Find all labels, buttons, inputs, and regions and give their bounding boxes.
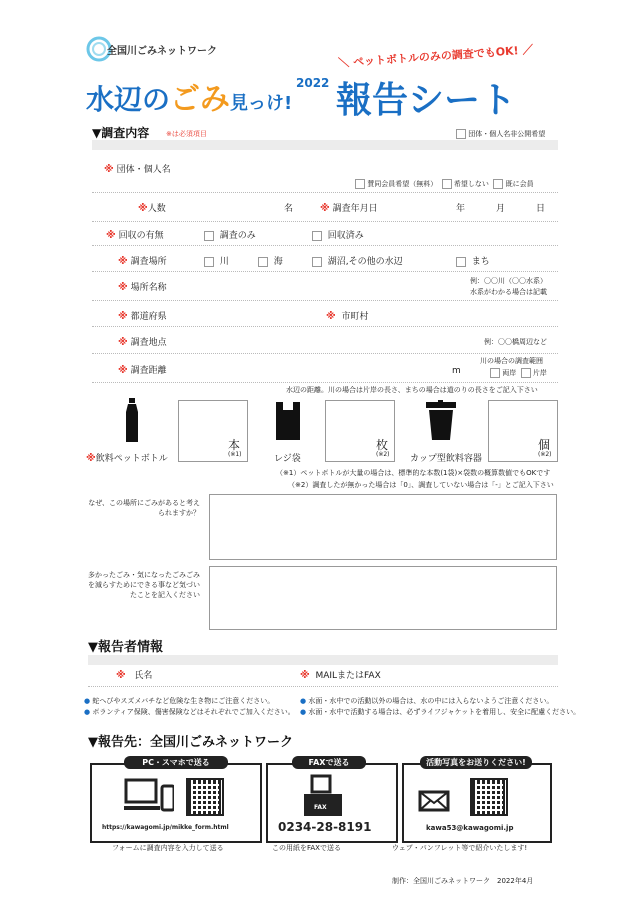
question-2-answer[interactable] xyxy=(209,566,557,630)
place-option-1: 川 xyxy=(219,257,229,267)
required-mark: ※ xyxy=(106,230,116,241)
send-email[interactable]: kawa53@kawagomi.jp xyxy=(426,824,514,832)
survey-section-title xyxy=(92,124,149,141)
sea-checkbox[interactable] xyxy=(258,257,268,267)
place-name-hint-2: 水系がわかる場合は記載 xyxy=(470,288,547,296)
required-mark: ※ xyxy=(300,670,310,681)
both-banks-checkbox[interactable] xyxy=(490,368,500,378)
pet-bottle-icon xyxy=(122,398,142,444)
existing-member-checkbox[interactable] xyxy=(493,179,503,189)
caution-1-text: 蛇へびやスズメバチなど危険な生き物にご注意ください。 xyxy=(92,697,275,705)
collect-option-2: 回収済み xyxy=(327,231,364,241)
distance-option-1: 両岸 xyxy=(502,369,517,377)
distance-options xyxy=(490,368,547,378)
required-mark: ※ xyxy=(118,311,128,322)
city-text: 市町村 xyxy=(341,312,369,322)
date-text: 調査年月日 xyxy=(332,204,378,214)
required-mark: ※ xyxy=(118,282,128,293)
collect-label xyxy=(106,228,164,241)
town-checkbox[interactable] xyxy=(456,257,466,267)
footer-credit: 制作：全国川ごみネットワーク 2022年4月 xyxy=(392,877,534,885)
bottle-text: 飲料ペットボトル xyxy=(95,454,168,464)
bag-unit: 枚 xyxy=(376,438,389,452)
collect-done-checkbox[interactable] xyxy=(312,231,322,241)
group-name-text: 団体・個人名 xyxy=(116,165,171,175)
no-member-checkbox[interactable] xyxy=(442,179,452,189)
send-section-title xyxy=(88,731,293,750)
place-name-text: 場所名称 xyxy=(130,283,167,293)
triangle-icon: ▼ xyxy=(92,126,102,140)
bullet-icon: ● xyxy=(300,708,307,716)
required-mark: ※ xyxy=(138,203,148,214)
reporter-section-title xyxy=(88,636,163,655)
lake-checkbox[interactable] xyxy=(312,257,322,267)
required-mark: ※ xyxy=(320,203,330,214)
cup-label: カップ型飲料容器 xyxy=(410,454,482,464)
question-1-answer[interactable] xyxy=(209,494,557,560)
member-checkbox[interactable] xyxy=(355,179,365,189)
required-mark: ※ xyxy=(86,453,96,464)
required-mark: ※ xyxy=(326,311,336,322)
send-web-url[interactable]: https://kawagomi.jp/mikke_form.html xyxy=(102,824,229,831)
date-label xyxy=(320,201,378,214)
collect-option-survey[interactable] xyxy=(204,228,256,241)
reporter-title-text: 報告者情報 xyxy=(98,640,164,655)
send-photo-title: 活動写真をお送りください! xyxy=(420,756,532,769)
people-unit: 名 xyxy=(284,204,294,214)
distance-option-2: 片岸 xyxy=(532,369,547,377)
title-part-2: ごみ xyxy=(170,82,231,117)
one-bank-checkbox[interactable] xyxy=(521,368,531,378)
point-hint: 例：〇〇橋周辺など xyxy=(484,338,547,346)
bottle-ref: (※1) xyxy=(228,451,242,458)
send-photo-caption: ウェブ・パンフレット等で紹介いたします! xyxy=(392,844,528,852)
group-name-label xyxy=(104,162,171,175)
bullet-icon: ● xyxy=(84,708,91,716)
title-main: 報告シート xyxy=(336,80,517,121)
send-fax-caption: この用紙をFAXで送る xyxy=(272,844,341,852)
send-fax-number[interactable]: 0234-28-8191 xyxy=(278,820,372,834)
required-mark: ※ xyxy=(116,670,126,681)
place-name-label xyxy=(118,280,167,293)
private-checkbox[interactable] xyxy=(456,129,466,139)
collect-survey-checkbox[interactable] xyxy=(204,231,214,241)
reporter-name-label xyxy=(116,668,152,681)
distance-note: 水辺の距離。川の場合は片岸の長さ、まちの場合は道のりの長さをご記入下さい xyxy=(286,386,538,394)
prefecture-text: 都道府県 xyxy=(130,312,167,322)
triangle-icon: ▼ xyxy=(88,735,98,750)
caution-4-text: 水面・水中で活動する場合は、必ずライフジャケットを着用し、安全に配慮ください。 xyxy=(308,708,581,716)
point-label xyxy=(118,335,167,348)
count-note-2: （※2）調査したが無かった場合は「0」、調査していない場合は「-」とご記入下さい xyxy=(288,481,554,489)
people-label xyxy=(138,201,166,214)
reporter-name-text: 氏名 xyxy=(134,671,153,681)
caution-2-text: 水面・水中での活動以外の場合は、水の中には入らないようご注意ください。 xyxy=(308,697,554,705)
send-title-text: 報告先：全国川ごみネットワーク xyxy=(98,735,294,750)
triangle-icon: ▼ xyxy=(88,640,98,655)
caution-1 xyxy=(84,696,274,706)
place-option-lake[interactable] xyxy=(312,254,403,267)
place-option-2: 海 xyxy=(273,257,283,267)
place-option-town[interactable] xyxy=(456,254,490,267)
required-note: ※は必須項目 xyxy=(166,130,207,138)
survey-title-text: 調査内容 xyxy=(101,126,150,140)
required-mark: ※ xyxy=(118,365,128,376)
cup-unit: 個 xyxy=(538,438,551,452)
river-checkbox[interactable] xyxy=(204,257,214,267)
date-month: 月 xyxy=(496,204,506,214)
org-logo-text: 全国川ごみネットワーク xyxy=(107,46,217,57)
send-web-box[interactable] xyxy=(90,763,262,843)
group-option-2: 希望しない xyxy=(453,180,489,188)
reporter-contact-text: MAILまたはFAX xyxy=(315,671,381,681)
collect-text: 回収の有無 xyxy=(118,231,164,241)
distance-range-label: 川の場合の調査範囲 xyxy=(480,357,543,365)
send-web-title: PC・スマホで送る xyxy=(124,756,228,769)
title-year: 2022 xyxy=(296,76,330,90)
group-options xyxy=(355,179,534,189)
question-1: なぜ、この場所にごみがあると考えられますか？ xyxy=(88,499,200,517)
subtitle-banner xyxy=(338,41,534,71)
place-option-4: まち xyxy=(471,257,490,267)
required-mark: ※ xyxy=(104,164,114,175)
collect-option-done[interactable] xyxy=(312,228,364,241)
place-text: 調査場所 xyxy=(130,257,167,267)
place-option-sea[interactable] xyxy=(258,254,283,267)
title-part-3: 見っけ! xyxy=(230,93,293,114)
reporter-contact-label xyxy=(300,668,381,681)
caution-3 xyxy=(84,707,295,717)
group-option-3: 既に会員 xyxy=(505,180,534,188)
place-option-river[interactable] xyxy=(204,254,229,267)
required-mark: ※ xyxy=(118,256,128,267)
prefecture-label xyxy=(118,309,167,322)
send-web-caption: フォームに調査内容を入力して送る xyxy=(112,844,224,852)
people-text: 人数 xyxy=(147,204,166,214)
collect-option-1: 調査のみ xyxy=(219,231,256,241)
caution-3-text: ボランティア保険、傷害保険などはそれぞれでご加入ください。 xyxy=(92,708,295,716)
bag-label: レジ袋 xyxy=(274,454,301,464)
distance-text: 調査距離 xyxy=(130,366,167,376)
caution-4 xyxy=(300,707,580,717)
private-option-label: 団体・個人名非公開希望 xyxy=(468,130,546,138)
question-2: 多かったごみ・気になったごみごみを減らすためにできる事など気づいたことを記入ください xyxy=(88,571,200,599)
place-option-3: 湖沼,その他の水辺 xyxy=(327,257,403,267)
cup-container-icon xyxy=(424,400,458,442)
subtitle-slash-left: ＼ xyxy=(337,55,354,70)
city-label xyxy=(326,309,368,322)
subtitle-text: ペットボトルのみの調査でもOK! xyxy=(352,44,520,69)
required-mark: ※ xyxy=(118,337,128,348)
place-name-hint-1: 例：〇〇川（〇〇水系） xyxy=(470,277,547,285)
bottle-label xyxy=(86,451,168,464)
private-option[interactable] xyxy=(456,129,545,139)
section-bar xyxy=(92,140,558,150)
bottle-unit: 本 xyxy=(228,438,241,452)
bullet-icon: ● xyxy=(300,697,307,705)
plastic-bag-icon xyxy=(274,400,302,442)
distance-label xyxy=(118,363,167,376)
count-note-1: （※1）ペットボトルが大量の場合は、標準的な本数(1袋)×袋数の概算数値でもOKです xyxy=(276,469,551,477)
photo-qr-code[interactable] xyxy=(470,778,508,816)
place-label xyxy=(118,254,167,267)
fax-icon-label: FAX xyxy=(314,804,327,811)
title-part-1: 水辺の xyxy=(86,83,171,116)
point-text: 調査地点 xyxy=(130,338,167,348)
date-day: 日 xyxy=(536,204,546,214)
send-fax-title: FAXで送る xyxy=(292,756,366,769)
group-option-1: 賛同会員希望（無料） xyxy=(367,180,438,188)
web-qr-code[interactable] xyxy=(186,778,224,816)
computer-icon xyxy=(124,778,174,818)
bag-ref: (※2) xyxy=(376,451,390,458)
mail-icon xyxy=(418,790,450,812)
bullet-icon: ● xyxy=(84,697,91,705)
date-year: 年 xyxy=(456,204,466,214)
subtitle-slash-right: ／ xyxy=(518,43,534,58)
distance-unit: m xyxy=(452,366,461,376)
fax-machine-icon xyxy=(300,774,346,818)
page-title xyxy=(86,74,292,118)
caution-2 xyxy=(300,696,553,706)
cup-ref: (※2) xyxy=(538,451,552,458)
